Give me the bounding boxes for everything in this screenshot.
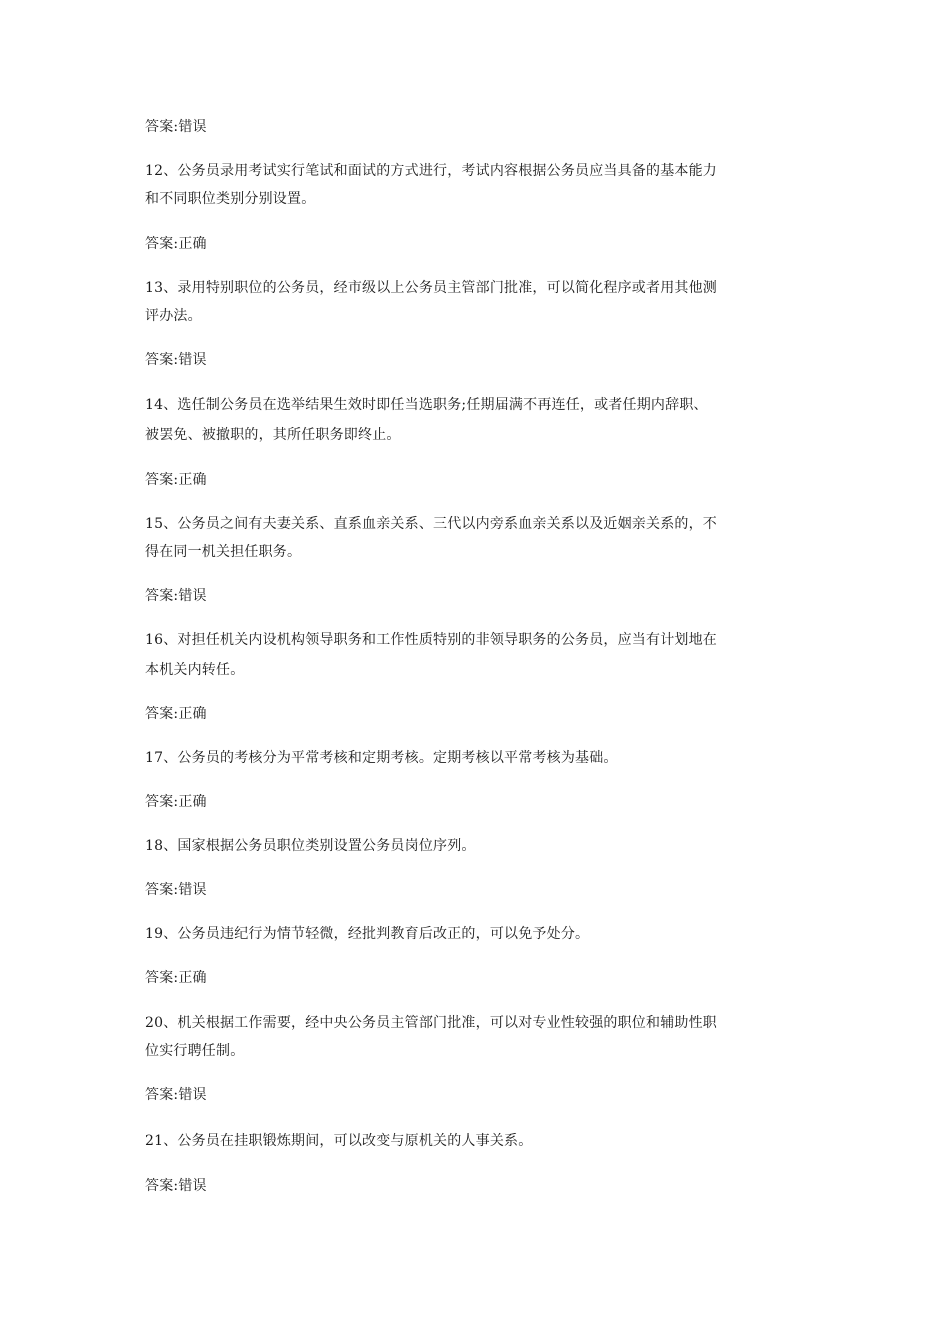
answer-15: 答案:错误 — [145, 588, 207, 604]
question-14-line-1: 14、选任制公务员在选举结果生效时即任当选职务;任期届满不再连任，或者任期内辞职、 — [145, 397, 708, 413]
answer-14: 答案:正确 — [145, 472, 207, 488]
answer-21: 答案:错误 — [145, 1178, 207, 1194]
answer-16: 答案:正确 — [145, 706, 207, 722]
question-18-line-1: 18、国家根据公务员职位类别设置公务员岗位序列。 — [145, 838, 476, 854]
question-13-line-1: 13、录用特别职位的公务员，经市级以上公务员主管部门批准，可以简化程序或者用其他测 — [145, 280, 718, 296]
question-14-line-2: 被罢免、被撤职的，其所任职务即终止。 — [145, 427, 401, 443]
question-21-line-1: 21、公务员在挂职锻炼期间，可以改变与原机关的人事关系。 — [145, 1133, 533, 1149]
question-15-line-2: 得在同一机关担任职务。 — [145, 544, 302, 560]
question-16-line-2: 本机关内转任。 — [145, 662, 245, 678]
question-20-line-2: 位实行聘任制。 — [145, 1043, 245, 1059]
answer-12: 答案:正确 — [145, 236, 207, 252]
answer-17: 答案:正确 — [145, 794, 207, 810]
question-15-line-1: 15、公务员之间有夫妻关系、直系血亲关系、三代以内旁系血亲关系以及近姻亲关系的，不 — [145, 516, 718, 532]
question-20-line-1: 20、机关根据工作需要，经中央公务员主管部门批准，可以对专业性较强的职位和辅助性职 — [145, 1015, 718, 1031]
answer-text: 答案:错误 — [145, 119, 207, 135]
answer-18: 答案:错误 — [145, 882, 207, 898]
answer-13: 答案:错误 — [145, 352, 207, 368]
question-19-line-1: 19、公务员违纪行为情节轻微，经批判教育后改正的，可以免予处分。 — [145, 926, 590, 942]
question-17-line-1: 17、公务员的考核分为平常考核和定期考核。定期考核以平常考核为基础。 — [145, 750, 618, 766]
answer-20: 答案:错误 — [145, 1087, 207, 1103]
question-13-line-2: 评办法。 — [145, 308, 202, 324]
answer-19: 答案:正确 — [145, 970, 207, 986]
question-16-line-1: 16、对担任机关内设机构领导职务和工作性质特别的非领导职务的公务员，应当有计划地在 — [145, 632, 718, 648]
question-12-line-1: 12、公务员录用考试实行笔试和面试的方式进行，考试内容根据公务员应当具备的基本能力 — [145, 163, 718, 179]
question-12-line-2: 和不同职位类别分别设置。 — [145, 191, 316, 207]
